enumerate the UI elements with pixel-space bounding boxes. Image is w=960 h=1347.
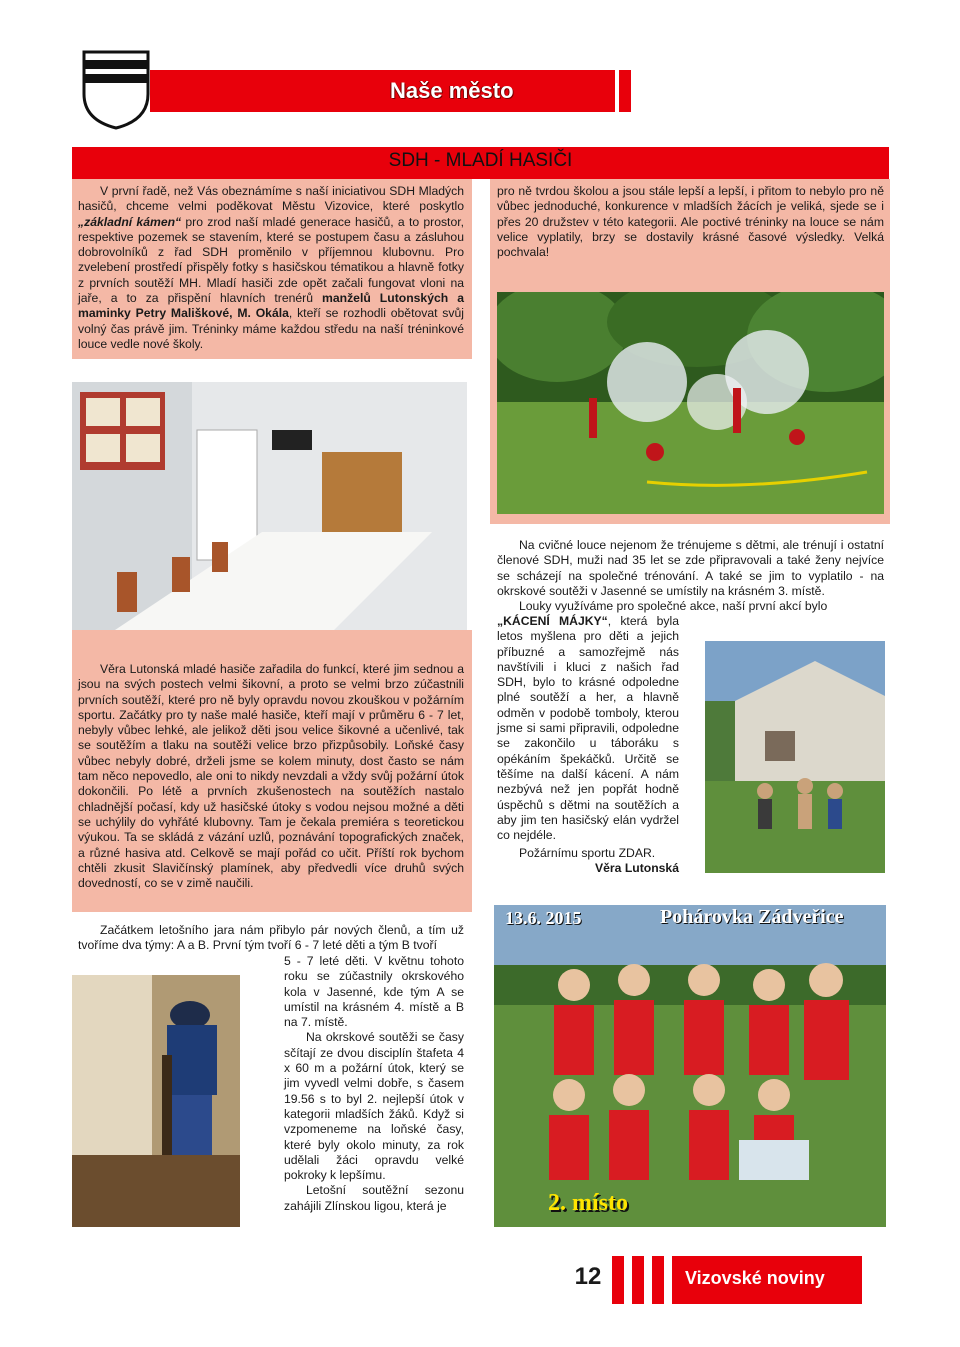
maypole-bold: „KÁCENÍ MÁJKY“ bbox=[497, 614, 608, 628]
footer-stripe bbox=[632, 1256, 644, 1304]
zdar-line: Požárnímu sportu ZDAR. bbox=[519, 846, 656, 860]
header-stripe bbox=[597, 70, 609, 112]
intro-bold-text: „základní kámen“ bbox=[78, 214, 182, 229]
intro-text-part: pro zrod naší mladé generace hasičů, a to prostor, respektive pozemek se stavením, které se postupem času a zásluhou dobrovolníků z řad SDH proměnilo v příjemnou klubovnu. Pro zvelebení prostředí přispěly fotky s hasičskou tématikou a hlavně fotky z prvních soutěží MH. Mladí hasiči zde opět začali fungovat vloni na jaře, a to za přispění hlavních trenérů bbox=[78, 214, 464, 306]
district-competition-paragraph: Na okrskové soutěži se časy sčítají ze dvou disciplín štafeta 4 x 60 m a požární útok, který se jim vyvedl velmi dobře, s časem 19.56 s to byl 2. nejlepší útok v kategorii mladších žáků. Když si vzpomeneme na loňské časy, které byly okolo minuty, za rok udělali žáci opravdu velké pokroky k lepšímu. bbox=[284, 1030, 464, 1183]
photo-date-caption: 13.6. 2015 bbox=[505, 908, 582, 928]
article-title: SDH - MLADÍ HASIČI bbox=[388, 150, 573, 171]
photo-place-caption: 2. místo bbox=[548, 1190, 628, 1216]
intro-text-part: V první řadě, než Vás obeznámíme s naší iniciativou SDH Mladých hasičů, chceme velmi poděkovat Městu Vizovice, které poskytlo bbox=[78, 184, 464, 214]
team-medals-photo bbox=[494, 905, 886, 1227]
training-field-photo bbox=[497, 292, 884, 514]
season-start-paragraph: Letošní soutěžní sezonu zahájili Zlínskou ligou, která je bbox=[284, 1183, 464, 1213]
intro-trainers-bold: manželů Lutonských a maminky Petry Mališkové, M. Okála bbox=[78, 291, 465, 321]
workshop-photo bbox=[72, 975, 240, 1227]
photo-event-caption: Pohárovka Zádveřice bbox=[660, 906, 844, 928]
intro-text-right: pro ně tvrdou školou a jsou stále lepší a lepší, i přitom to nebylo pro ně vůbec jednoduché, konkurence v mladších žácích je veliká, sjede se i přes 20 družstev v této kategorii. Ale poctivé tréninky na louce se nám velice vyplatily, brzy se dostavily krásné časové výsledky. Velká pochvala! bbox=[497, 184, 884, 260]
city-shield-logo bbox=[80, 50, 152, 130]
clubhouse-photo bbox=[72, 382, 467, 632]
maypole-description: , která byla letos myšlena pro děti a jejich příbuzné a samozřejmě nás navštívili i kluci z našich řad SDH, bylo to krásné odpoledne plné soutěží a her, a hlavně odměn v podobě tomboly, kterou jsme si sami připravili, odpoledne se zakončilo u táboráku s opékáním špekáčků. Určitě se těšíme na další kácení. A nám nezbývá než jen popřát hodně úspěchů s dětmi na soutěžích a aby jim ten hasičský elán vydržel co nejdéle. bbox=[497, 614, 679, 843]
section-header-title: Naše město bbox=[390, 78, 514, 103]
teams-text-side bbox=[284, 954, 464, 1214]
maypole-event-photo bbox=[705, 641, 885, 873]
maypole-text bbox=[497, 614, 679, 843]
events-paragraph: Louky využíváme pro společné akce, naší první akcí bylo bbox=[519, 599, 828, 614]
teams-results-paragraph: 5 - 7 leté děti. V květnu tohoto roku se zúčastnily okrskového kola v Jasenné, kde tým A se umístil na krásném 4. místě a B na 7. místě. bbox=[284, 954, 464, 1030]
right-middle-text bbox=[497, 538, 884, 614]
header-stripe bbox=[619, 70, 631, 112]
footer-stripe bbox=[652, 1256, 664, 1304]
volunteers-text: Věra Lutonská mladé hasiče zařadila do funkcí, které jim sednou a jsou na svých postech velmi šikovní, a proto se velmi brzo zúčastnili prvních soutěží, které pro ně byly opravdu novou zkouškou v požárním sportu. Začátky pro ty naše malé hasiče, kteří mají v průměru 6 - 7 let, nebyly vůbec lehké, ale jelikož děti jsou velice šikovné a učenlivé, tak se soutěžím a tlaku na soutěži velice brzo přizpůsobily. Loňské časy vůbec nebyly dobré, drželi jsme se kolem minuty, dost často se nám tam něco nepovedlo, ale oni to nikdy nevzdali a vždy svůj požární útok dokončili. Po létě a prvních zkušenostech na soutěžích nastalo chladnější počasí, kdy už hasičské útoky s vodou nejsou možné a děti se uchýlily do vyhřáté klubovny. Tam je čekala premiéra s teoretickou výukou. Ta se skládá z vázání uzlů, poznávání topografických značek, a různé hasiva atd. Celkově se mají pořád co učit. Příští rok bychom chtěli zkusit Slavičínský plamínek, aby předvedli více druhů svých dovedností, co se v zimě naučili. bbox=[78, 662, 464, 891]
page-number: 12 bbox=[574, 1263, 602, 1290]
publication-name: Vizovské noviny bbox=[685, 1268, 825, 1288]
intro-text-part: , kteří se rozhodli obětovat svůj volný čas právě jim. Tréninky máme každou středu na naší tréninkové louce vedle nové školy. bbox=[78, 306, 464, 351]
footer-stripe bbox=[612, 1256, 624, 1304]
intro-text-left bbox=[78, 184, 464, 352]
teams-text-top: Začátkem letošního jara nám přibylo pár nových členů, a tím už tvoříme dva týmy: A a B. První tým tvoří 6 - 7 leté děti a tým B tvoří bbox=[78, 923, 464, 953]
training-paragraph: Na cvičné louce nejenom že trénujeme s dětmi, ale trénují i ostatní členové SDH, muži nad 35 let se zde připravovali a také ženy nejvíce se scházejí na společné trénování. A také se jim to vyplatilo - na okrskové soutěži v Jasenné se umístily na krásném 3. místě. bbox=[497, 538, 884, 598]
author-signature: Věra Lutonská bbox=[595, 861, 679, 875]
header-stripe bbox=[575, 70, 587, 112]
